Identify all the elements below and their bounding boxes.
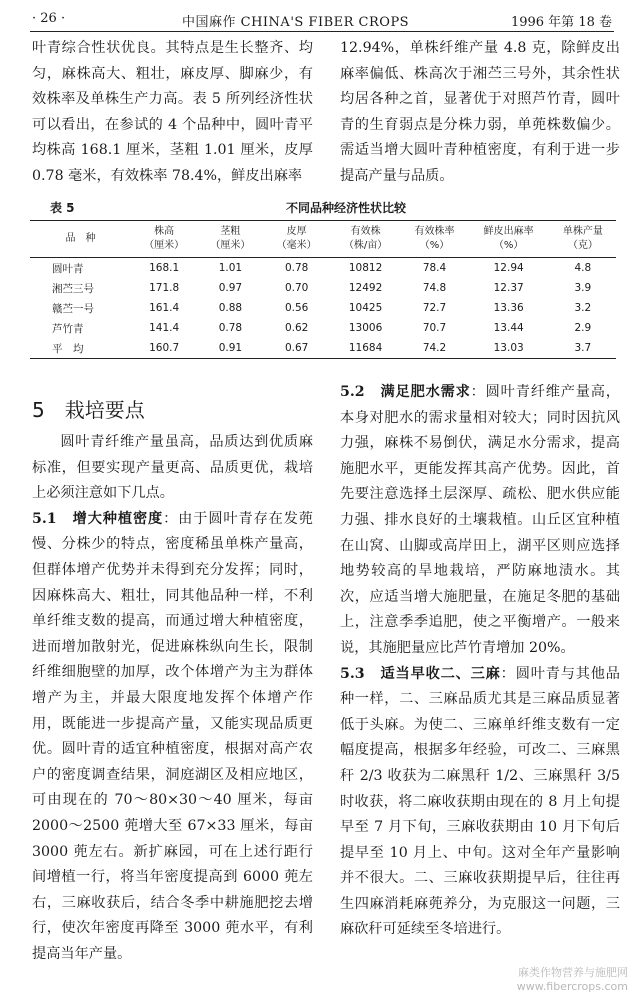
top-right-paragraph: 12.94%，单株纤维产量 4.8 克，除鲜皮出麻率偏低、株高次于湘苎三号外，其余性状均居各种之首，显著优于对照芦竹青，圆叶青的生育弱点是分株力弱，单蔸株数偏少。需适当增大圆叶青种植密度，有利于进一步提高产量与品质。 bbox=[340, 40, 620, 184]
subsection-5-2 bbox=[340, 380, 620, 662]
subsection-5-1-body: ：由于圆叶青存在发蔸慢、分株少的特点，密度稀虽单株产量高，但群体增产优势并未得到充分发挥；同时，因麻株高大、粗壮，同其他品种一样，不利单纤维支数的提高，而通过增大种植密度，进而增加散射光，促进麻株纵向生长，限制纤维细胞壁的加厚，改个体增产为主为群体增产为主，并最大限度地发挥个体增产作用，既能进一步提高产量，又能实现品质更优。圆叶青的适宜种植密度，根据对高产农户的密度调查结果，洞庭湖区及相应地区，可由现在的 70～80×30～40 厘米，每亩 2000～2500 蔸增大至 67×33 厘米，每亩 3000 蔸左右。新扩麻园，可在上述行距行间增植一行，将当年密度提高到 6000 蔸左右，三麻收获后，结合冬季中耕施肥挖去增行，使次年密度再降至 3000 蔸水平，有利提高当年产量。 bbox=[32, 510, 313, 962]
subsection-5-2-body: ：圆叶青纤维产量高，本身对肥水的需求量相对较大；同时因抗风力强，麻株不易倒伏，满足水分需求，提高施肥水平，更能发挥其高产优势。因此，首先要注意选择土层深厚、疏松、肥水供应能力强、排水良好的土壤栽植。山丘区宜种植在山窝、山脚或高岸田上，湖平区则应选择地势较高的旱地栽培，严防麻地渍水。其次，应适当增大施肥量，在施足冬肥的基础上，注意季季追肥，使之平衡增产。一般来说，其施肥量应比芦竹青增加 20%。 bbox=[340, 384, 620, 656]
table-cell: 0.78 bbox=[218, 322, 243, 334]
right-column-top bbox=[340, 36, 620, 190]
table-cell: 3.7 bbox=[550, 338, 616, 359]
table-row bbox=[30, 278, 616, 298]
table-cell: 0.62 bbox=[284, 322, 309, 334]
table-header-cell: 株高 （厘米） bbox=[131, 221, 197, 258]
table-cell: 12.94 bbox=[493, 262, 524, 274]
table-cell: 160.7 bbox=[131, 338, 197, 359]
table-number: 表 5 bbox=[50, 201, 75, 215]
table-header-cell: 单株产量 （克） bbox=[550, 221, 616, 258]
table-cell: 0.88 bbox=[218, 302, 243, 314]
table-cell: 12.37 bbox=[493, 282, 524, 294]
header-rule bbox=[30, 31, 614, 32]
table-cell: 11684 bbox=[330, 338, 402, 359]
table-row bbox=[30, 298, 616, 318]
variety-name-cell: 湘苎三号 bbox=[52, 282, 94, 295]
table-cell: 0.67 bbox=[264, 338, 330, 359]
table-cell: 0.56 bbox=[284, 302, 309, 314]
table-caption bbox=[30, 199, 612, 219]
variety-name-cell: 赣苎一号 bbox=[52, 302, 94, 315]
table-header-cell: 品 种 bbox=[30, 221, 131, 258]
table-cell: 74.8 bbox=[422, 282, 447, 294]
variety-name-cell: 芦竹青 bbox=[52, 322, 84, 335]
right-column-bottom bbox=[340, 380, 620, 943]
subsection-5-3-heading: 5.3 适当早收二、三麻 bbox=[340, 665, 501, 682]
table-cell: 3.9 bbox=[574, 282, 592, 294]
table-row bbox=[30, 318, 616, 338]
watermark-line-2: www.fibercrops.com bbox=[516, 980, 628, 993]
site-watermark bbox=[517, 966, 628, 994]
journal-title: 中国麻作 CHINA'S FIBER CROPS bbox=[182, 15, 410, 30]
issue-info: 1996 年第 18 卷 bbox=[510, 15, 612, 30]
table-cell: 13.03 bbox=[468, 338, 550, 359]
table-cell: 13006 bbox=[348, 322, 383, 334]
table-cell: 10812 bbox=[348, 262, 383, 274]
table-cell: 74.2 bbox=[401, 338, 467, 359]
variety-name-cell: 圆叶青 bbox=[52, 262, 84, 275]
section-heading: 5 栽培要点 bbox=[32, 398, 145, 422]
table-cell: 72.7 bbox=[422, 302, 447, 314]
table-cell: 78.4 bbox=[422, 262, 447, 274]
subsection-5-2-heading: 5.2 满足肥水需求 bbox=[340, 384, 471, 400]
table-cell: 2.9 bbox=[574, 322, 592, 334]
table-cell: 13.36 bbox=[493, 302, 524, 314]
subsection-5-3-body: ：圆叶青与其他品种一样，二、三麻品质尤其是三麻品质显著低于头麻。为使二、三麻单纤维支数有一定幅度提高，根据多年经验，可改二、三麻黑秆 2/3 收获为二麻黑秆 1/2、三麻黑秆 3/5 时收获，将二麻收获期由现在的 8 月上旬提早至 7 月下旬，三麻收获期由 10 月下旬后提早至 10 月上、中旬。这对全年产量影响并不很大。二、三麻收获期提早后，往往再生四麻消耗麻蔸养分，为克服这一问题，三麻砍秆可延续至冬培进行。 bbox=[340, 665, 620, 938]
left-column-bottom bbox=[32, 430, 313, 967]
subsection-5-1 bbox=[32, 507, 313, 968]
table-header-cell: 茎粗 （厘米） bbox=[197, 221, 263, 258]
table-header-cell: 皮厚 （毫米） bbox=[264, 221, 330, 258]
top-left-paragraph: 叶青综合性状优良。其特点是生长整齐、均匀，麻株高大、粗壮，麻皮厚、脚麻少，有效株率及单株生产力高。表 5 所列经济性状可以看出，在参试的 4 个品种中，圆叶青平均株高 168.1 厘米，茎粗 1.01 厘米，皮厚 0.78 毫米，有效株率 78.4%，鲜皮出麻率 bbox=[32, 40, 313, 184]
table-cell: 141.4 bbox=[149, 322, 180, 334]
economic-traits-table bbox=[30, 220, 616, 359]
table-cell: 3.2 bbox=[574, 302, 592, 314]
table-cell: 1.01 bbox=[218, 262, 243, 274]
table-header-row bbox=[30, 221, 616, 258]
variety-name-cell: 平 均 bbox=[30, 338, 131, 359]
table-cell: 70.7 bbox=[422, 322, 447, 334]
table-cell: 0.78 bbox=[284, 262, 309, 274]
table-cell: 0.97 bbox=[218, 282, 243, 294]
running-header bbox=[32, 9, 612, 31]
table-cell: 13.44 bbox=[493, 322, 524, 334]
table-row bbox=[30, 338, 616, 359]
table-header-cell: 鲜皮出麻率 （%） bbox=[468, 221, 550, 258]
table-cell: 0.91 bbox=[197, 338, 263, 359]
table-title: 不同品种经济性状比较 bbox=[286, 201, 407, 215]
table-cell: 0.70 bbox=[284, 282, 309, 294]
watermark-line-1: 麻类作物营养与施肥网 bbox=[518, 966, 628, 979]
table-cell: 10425 bbox=[348, 302, 383, 314]
table-row bbox=[30, 258, 616, 279]
table-header-cell: 有效株 （株/亩） bbox=[330, 221, 402, 258]
table-cell: 161.4 bbox=[149, 302, 180, 314]
subsection-5-3 bbox=[340, 662, 620, 944]
page-number: · 26 · bbox=[32, 11, 66, 26]
table-cell: 4.8 bbox=[574, 262, 592, 274]
table-cell: 168.1 bbox=[149, 262, 180, 274]
subsection-5-1-heading: 5.1 增大种植密度 bbox=[32, 510, 164, 527]
table-cell: 171.8 bbox=[149, 282, 180, 294]
table-header-cell: 有效株率 （%） bbox=[401, 221, 467, 258]
table-cell: 12492 bbox=[348, 282, 383, 294]
left-column-top bbox=[32, 36, 313, 190]
section-intro: 圆叶青纤维产量虽高，品质达到优质麻标准，但要实现产量更高、品质更优，栽培上必须注意如下几点。 bbox=[32, 434, 313, 502]
